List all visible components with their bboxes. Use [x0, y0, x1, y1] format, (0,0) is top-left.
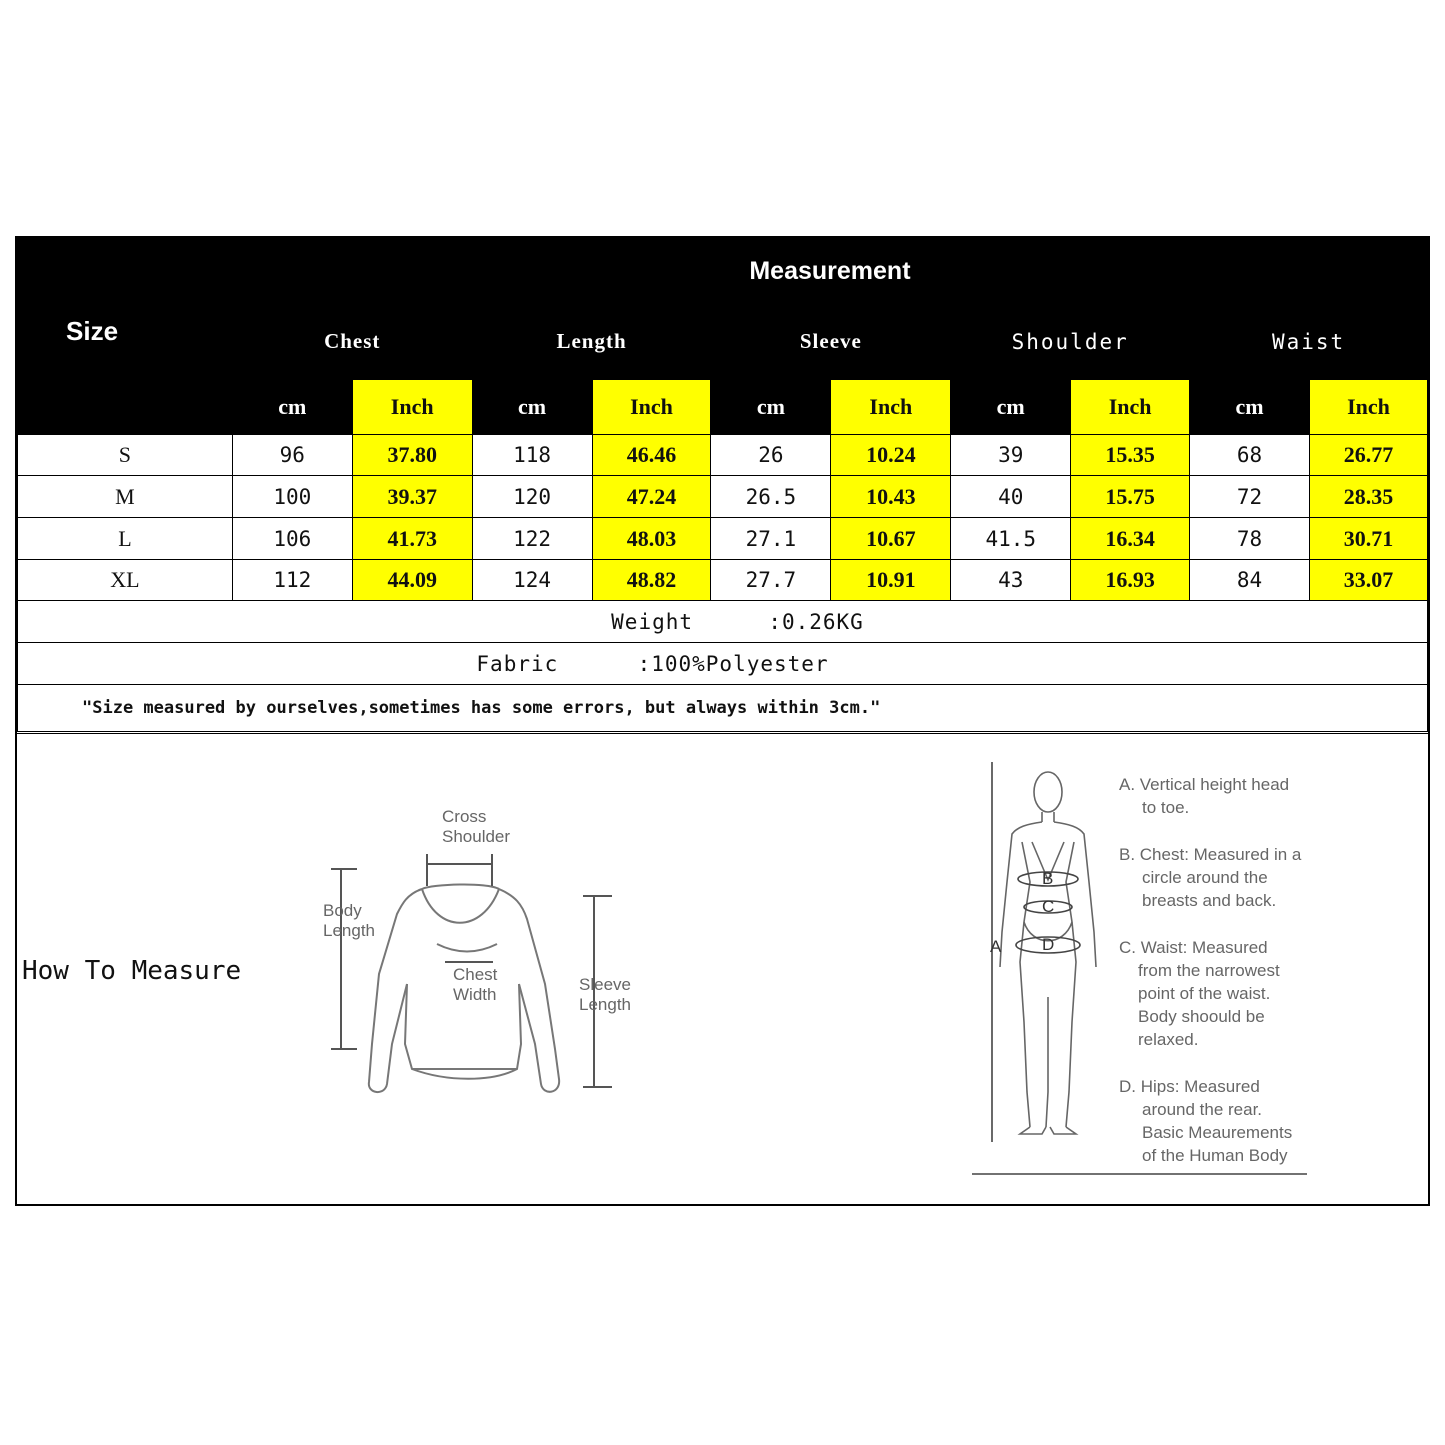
value-cm: 96	[232, 435, 352, 476]
value-cm: 27.7	[711, 560, 831, 601]
fabric-label: Fabric	[476, 651, 559, 676]
value-cm: 26	[711, 435, 831, 476]
value-inch: 10.91	[831, 560, 951, 601]
unit-inch: Inch	[1071, 380, 1190, 435]
body-diagram	[972, 762, 1322, 1202]
note-c-line-4: Body shoould be	[1138, 1007, 1265, 1026]
value-cm: 68	[1190, 435, 1310, 476]
value-cm: 84	[1190, 560, 1310, 601]
weight-label: Weight	[611, 609, 694, 634]
value-inch: 10.43	[831, 476, 951, 518]
note-d-line-4: of the Human Body	[1142, 1146, 1288, 1165]
value-inch: 10.24	[831, 435, 951, 476]
size-chart	[15, 236, 1430, 1206]
note-a-line-2: to toe.	[1142, 798, 1190, 817]
table-row	[18, 518, 1428, 560]
unit-inch: Inch	[831, 380, 951, 435]
note-c-line-3: point of the waist.	[1138, 984, 1271, 1003]
group-waist: Waist	[1190, 304, 1428, 380]
value-inch: 48.03	[592, 518, 711, 560]
unit-inch: Inch	[592, 380, 711, 435]
size-table	[17, 238, 1428, 732]
size-cell: L	[18, 518, 233, 560]
value-inch: 33.07	[1309, 560, 1427, 601]
value-cm: 26.5	[711, 476, 831, 518]
sleeve-length-label: Length	[579, 995, 631, 1014]
value-cm: 120	[472, 476, 592, 518]
width-label: Width	[453, 985, 497, 1004]
fabric-value: :100%Polyester	[637, 651, 829, 676]
mark-d: D	[1042, 935, 1055, 954]
value-cm: 122	[472, 518, 592, 560]
value-cm: 112	[232, 560, 352, 601]
size-note: "Size measured by ourselves,sometimes has some errors, but always within 3cm."	[18, 685, 1428, 732]
value-inch: 39.37	[352, 476, 472, 518]
value-cm: 41.5	[951, 518, 1071, 560]
unit-inch: Inch	[352, 380, 472, 435]
table-row	[18, 476, 1428, 518]
value-inch: 47.24	[592, 476, 711, 518]
value-cm: 106	[232, 518, 352, 560]
group-sleeve: Sleeve	[711, 304, 951, 380]
unit-cm: cm	[951, 380, 1071, 435]
value-inch: 15.75	[1071, 476, 1190, 518]
how-to-measure-label: How To Measure	[22, 956, 242, 986]
unit-cm: cm	[1190, 380, 1310, 435]
note-b-line-1: B. Chest: Measured in a	[1119, 845, 1302, 864]
mark-a: A	[990, 937, 1002, 956]
note-d-line-2: around the rear.	[1142, 1100, 1263, 1119]
value-cm: 78	[1190, 518, 1310, 560]
size-cell: M	[18, 476, 233, 518]
group-chest: Chest	[232, 304, 472, 380]
note-c-line-1: C. Waist: Measured	[1119, 938, 1268, 957]
value-inch: 16.34	[1071, 518, 1190, 560]
table-row	[18, 435, 1428, 476]
value-inch: 44.09	[352, 560, 472, 601]
value-cm: 124	[472, 560, 592, 601]
note-c-line-5: relaxed.	[1138, 1030, 1199, 1049]
note-d-line-3: Basic Meaurements	[1142, 1123, 1293, 1142]
size-header: Size	[18, 239, 233, 435]
value-inch: 37.80	[352, 435, 472, 476]
value-inch: 16.93	[1071, 560, 1190, 601]
value-cm: 43	[951, 560, 1071, 601]
fabric-row	[18, 643, 1428, 685]
value-inch: 28.35	[1309, 476, 1427, 518]
mark-b: B	[1042, 869, 1054, 888]
unit-inch: Inch	[1309, 380, 1427, 435]
unit-cm: cm	[232, 380, 352, 435]
weight-value: :0.26KG	[768, 609, 864, 634]
value-inch: 15.35	[1071, 435, 1190, 476]
measurement-header: Measurement	[232, 239, 1427, 304]
note-d-line-1: D. Hips: Measured	[1119, 1077, 1260, 1096]
value-inch: 48.82	[592, 560, 711, 601]
weight-row	[18, 601, 1428, 643]
value-cm: 72	[1190, 476, 1310, 518]
note-b-line-3: breasts and back.	[1142, 891, 1277, 910]
sleeve-label: Sleeve	[579, 975, 631, 994]
shoulder-label: Shoulder	[442, 827, 511, 846]
chest-label: Chest	[453, 965, 498, 984]
how-to-measure-section	[17, 733, 1428, 1207]
value-inch: 26.77	[1309, 435, 1427, 476]
value-cm: 27.1	[711, 518, 831, 560]
value-cm: 100	[232, 476, 352, 518]
length-label: Length	[323, 921, 375, 940]
value-cm: 118	[472, 435, 592, 476]
mark-c: C	[1042, 897, 1055, 916]
body-label: Body	[323, 901, 362, 920]
note-c-line-2: from the narrowest	[1138, 961, 1280, 980]
size-cell: S	[18, 435, 233, 476]
table-row	[18, 560, 1428, 601]
cross-label: Cross	[442, 807, 487, 826]
note-a-line-1: A. Vertical height head	[1119, 775, 1290, 794]
unit-cm: cm	[472, 380, 592, 435]
value-inch: 30.71	[1309, 518, 1427, 560]
value-cm: 40	[951, 476, 1071, 518]
value-inch: 41.73	[352, 518, 472, 560]
value-cm: 39	[951, 435, 1071, 476]
note-b-line-2: circle around the	[1142, 868, 1268, 887]
body-notes	[1119, 775, 1302, 1165]
garment-diagram	[297, 804, 657, 1114]
group-shoulder: Shoulder	[951, 304, 1190, 380]
value-inch: 10.67	[831, 518, 951, 560]
size-cell: XL	[18, 560, 233, 601]
group-length: Length	[472, 304, 711, 380]
value-inch: 46.46	[592, 435, 711, 476]
unit-cm: cm	[711, 380, 831, 435]
